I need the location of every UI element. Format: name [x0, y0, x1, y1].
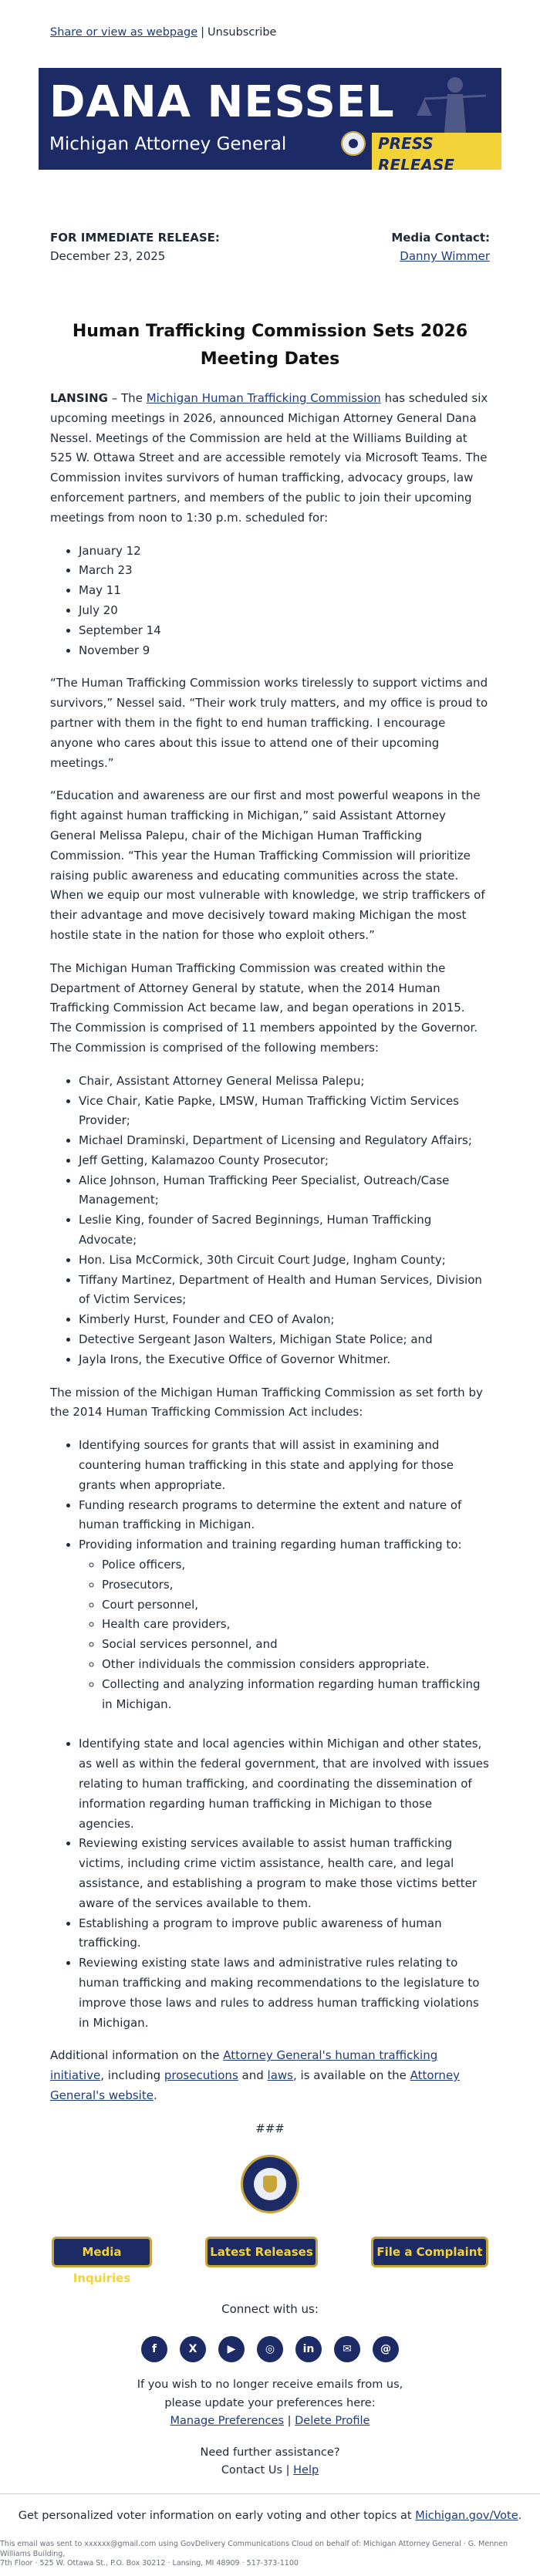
intro-paragraph [50, 389, 490, 528]
list-item: • Identifying state and local agencies within Michigan and other states, as well as within the federal government, that are involved with issues relating to human trafficking, and coordinating the dissemination of information regarding human trafficking in Michigan to those agencies. [79, 1734, 490, 1834]
list-item: • Jeff Getting, Kalamazoo County Prosecutor; [79, 1151, 490, 1171]
unsubscribe-link[interactable]: Unsubscribe [208, 26, 277, 39]
prefs-separator: | [287, 2414, 292, 2427]
youtube-icon[interactable]: ▶ [218, 2336, 245, 2362]
list-item: • January 12 [79, 542, 490, 562]
list-item: • July 20 [79, 601, 490, 621]
list-item: • Vice Chair, Katie Papke, LMSW, Human Trafficking Victim Services Provider; [79, 1092, 490, 1132]
list-item: • Alice Johnson, Human Trafficking Peer Specialist, Outreach/Case Management; [79, 1171, 490, 1211]
training-sublist [102, 1555, 490, 1714]
list-item: • Reviewing existing services available to assist human trafficking victims, including crime victim assistance, health care, and legal assistance, and establishing a program to make those victims better aware of the services available to them. [79, 1834, 490, 1913]
list-item: • Leslie King, founder of Sacred Beginnings, Human Trafficking Advocate; [79, 1210, 490, 1251]
prefs-line-2: please update your preferences here: [164, 2396, 376, 2409]
nessel-quote: “The Human Trafficking Commission works tirelessly to support victims and survivors,” Nessel said. “Their work truly matters, and my office is proud to partner with them in the fight to end human trafficking. I encourage anyone who cares about this issue to attend one of their upcoming meetings.” [50, 676, 488, 770]
list-item: • Chair, Assistant Attorney General Melissa Palepu; [79, 1072, 490, 1092]
list-item: • Michael Draminski, Department of Licensing and Regulatory Affairs; [79, 1131, 490, 1151]
immediate-release-label: FOR IMMEDIATE RELEASE: [50, 231, 220, 245]
list-item: • November 9 [79, 641, 490, 661]
facebook-icon[interactable]: f [141, 2336, 167, 2362]
sublist-item: ◦ Police officers, [102, 1555, 490, 1575]
delete-profile-link[interactable]: Delete Profile [295, 2414, 370, 2427]
footer-note-line-2: 7th Floor · 525 W. Ottawa St., P.O. Box 30212 · Lansing, MI 48909 · 517-373-1100 [0, 2558, 299, 2568]
sublist-item: ◦ Prosecutors, [102, 1575, 490, 1595]
header-banner [39, 68, 501, 170]
file-complaint-button[interactable]: File a Complaint [371, 2237, 488, 2267]
threads-icon[interactable]: @ [373, 2336, 399, 2362]
preferences-block [0, 2376, 540, 2430]
list-item: • Kimberly Hurst, Founder and CEO of Avalon; [79, 1310, 490, 1330]
footer-note [0, 2540, 540, 2576]
release-date: December 23, 2025 [50, 249, 166, 263]
end-marker: ### [255, 2121, 285, 2135]
media-contact-link[interactable]: Danny Wimmer [400, 249, 490, 263]
prosecutions-link[interactable]: prosecutions [164, 2068, 238, 2083]
list-item: • September 14 [79, 621, 490, 641]
additional-text-4: , is available on the [292, 2068, 410, 2083]
sublist-item: ◦ Collecting and analyzing information regarding human trafficking in Michigan. [102, 1675, 490, 1715]
commission-link[interactable]: Michigan Human Trafficking Commission [146, 391, 381, 405]
initiative-link[interactable]: Attorney General's human trafficking initiative [50, 2048, 438, 2083]
list-item: • Hon. Lisa McCormick, 30th Circuit Court Judge, Ingham County; [79, 1251, 490, 1271]
voter-info [0, 2494, 540, 2540]
connect-label: Connect with us: [221, 2301, 319, 2316]
additional-text-1: Additional information on the [50, 2048, 224, 2063]
list-item: • Detective Sergeant Jason Walters, Michigan State Police; and [79, 1330, 490, 1350]
media-contact-label: Media Contact: [391, 231, 490, 245]
ag-seal-icon [241, 2155, 299, 2213]
voter-end: . [518, 2510, 522, 2523]
laws-link[interactable]: laws [267, 2068, 293, 2083]
assistance-block [0, 2444, 540, 2480]
state-seal-icon [341, 131, 366, 156]
release-info [0, 228, 540, 276]
assist-line-1: Need further assistance? [200, 2446, 340, 2459]
ag-website-link[interactable]: Attorney General's website [50, 2068, 461, 2102]
additional-text-5: . [153, 2088, 157, 2102]
linkedin-icon[interactable]: in [295, 2336, 322, 2362]
assist-separator: | [285, 2464, 290, 2477]
intro-dash: – The [107, 391, 147, 405]
banner-subtitle: Michigan Attorney General [49, 134, 287, 154]
members-list [79, 1072, 490, 1370]
email-icon[interactable]: ✉ [334, 2336, 360, 2362]
article-body [0, 373, 540, 2139]
dateline: LANSING [50, 391, 108, 405]
help-link[interactable]: Help [293, 2464, 319, 2477]
page-title: Human Trafficking Commission Sets 2026 Meeting Dates [72, 322, 468, 369]
meeting-dates-list [79, 542, 490, 661]
sublist-item: ◦ Social services personnel, and [102, 1635, 490, 1655]
history-paragraph: The Michigan Human Trafficking Commission was created within the Department of Attorney General by statute, when the 2014 Human Trafficking Commission Act became law, and began operations in 2015. The Commission is comprised of 11 members appointed by the Governor. The Commission is comprised of the following members: [50, 961, 478, 1055]
vote-link[interactable]: Michigan.gov/Vote [415, 2510, 518, 2523]
topbar-separator: | [201, 26, 205, 39]
contact-us-link[interactable]: Contact Us [221, 2464, 283, 2477]
palepu-quote: “Education and awareness are our first and most powerful weapons in the fight against human trafficking in Michigan,” said Assistant Attorney General Melissa Palepu, chair of the Michigan Human Trafficking Commission. “This year the Human Trafficking Commission will prioritize raising public awareness and educating communities across the state. When we equip our most vulnerable with knowledge, we strip traffickers of their advantage and move decisively toward making Michigan the most hostile state in the nation for those who exploit others.” [50, 788, 485, 942]
list-item: • Establishing a program to improve public awareness of human trafficking. [79, 1914, 490, 1954]
voter-text: Get personalized voter information on early voting and other topics at [18, 2510, 416, 2523]
list-item: • May 11 [79, 581, 490, 601]
sublist-item: ◦ Other individuals the commission considers appropriate. [102, 1655, 490, 1675]
list-item: • March 23 [79, 561, 490, 581]
intro-rest: has scheduled six upcoming meetings in 2026, announced Michigan Attorney General Dana Nessel. Meetings of the Commission are held at the Williams Building at 525 W. Ottawa Street and are accessible remotely via Microsoft Teams. The Commission invites survivors of human trafficking, advocacy groups, law enforcement partners, and members of the public to join their upcoming meetings from noon to 1:30 p.m. scheduled for: [50, 391, 488, 525]
additional-info [50, 2046, 490, 2105]
additional-text-2: , including [100, 2068, 164, 2083]
share-link[interactable]: Share or view as webpage [50, 26, 198, 39]
list-item: • Funding research programs to determine the extent and nature of human trafficking in Michigan. [79, 1496, 490, 1536]
additional-text-3: and [238, 2068, 268, 2083]
latest-releases-button[interactable]: Latest Releases [205, 2237, 318, 2267]
sublist-item: ◦ Health care providers, [102, 1615, 490, 1635]
list-item: • Jayla Irons, the Executive Office of Governor Whitmer. [79, 1350, 490, 1370]
sublist-item: ◦ Court personnel, [102, 1595, 490, 1615]
press-release-badge: PRESS RELEASE [372, 133, 501, 170]
media-inquiries-button[interactable]: Media Inquiries [52, 2237, 152, 2267]
mission-list [79, 1436, 490, 1714]
action-buttons [0, 2237, 540, 2285]
list-item: • Reviewing existing state laws and administrative rules relating to human trafficking and making recommendations to the legislature to improve those laws and rules to address human trafficking violations in Michigan. [79, 1953, 490, 2033]
social-links [0, 2336, 540, 2362]
list-item: • Tiffany Martinez, Department of Health and Human Services, Division of Victim Services; [79, 1271, 490, 1311]
mission-intro: The mission of the Michigan Human Trafficking Commission as set forth by the 2014 Human Trafficking Commission Act includes: [50, 1385, 483, 1420]
manage-preferences-link[interactable]: Manage Preferences [170, 2414, 285, 2427]
footer-note-line-1: This email was sent to xxxxxx@gmail.com using GovDelivery Communications Cloud on behalf of: Michigan Attorney General · G. Mennen Williams Building, [0, 2540, 508, 2558]
list-item: • Identifying sources for grants that will assist in examining and countering human trafficking in this state and applying for those grants when appropriate. [79, 1436, 490, 1495]
banner-name: DANA NESSEL [49, 77, 395, 127]
list-item [79, 1535, 490, 1714]
list-item-text: Providing information and training regarding human trafficking to: [79, 1538, 462, 1552]
mission-list-continued [79, 1734, 490, 2033]
prefs-line-1: If you wish to no longer receive emails from us, [137, 2378, 403, 2392]
instagram-icon[interactable]: ◎ [257, 2336, 283, 2362]
x-icon[interactable]: X [180, 2336, 206, 2362]
topbar [0, 0, 540, 68]
